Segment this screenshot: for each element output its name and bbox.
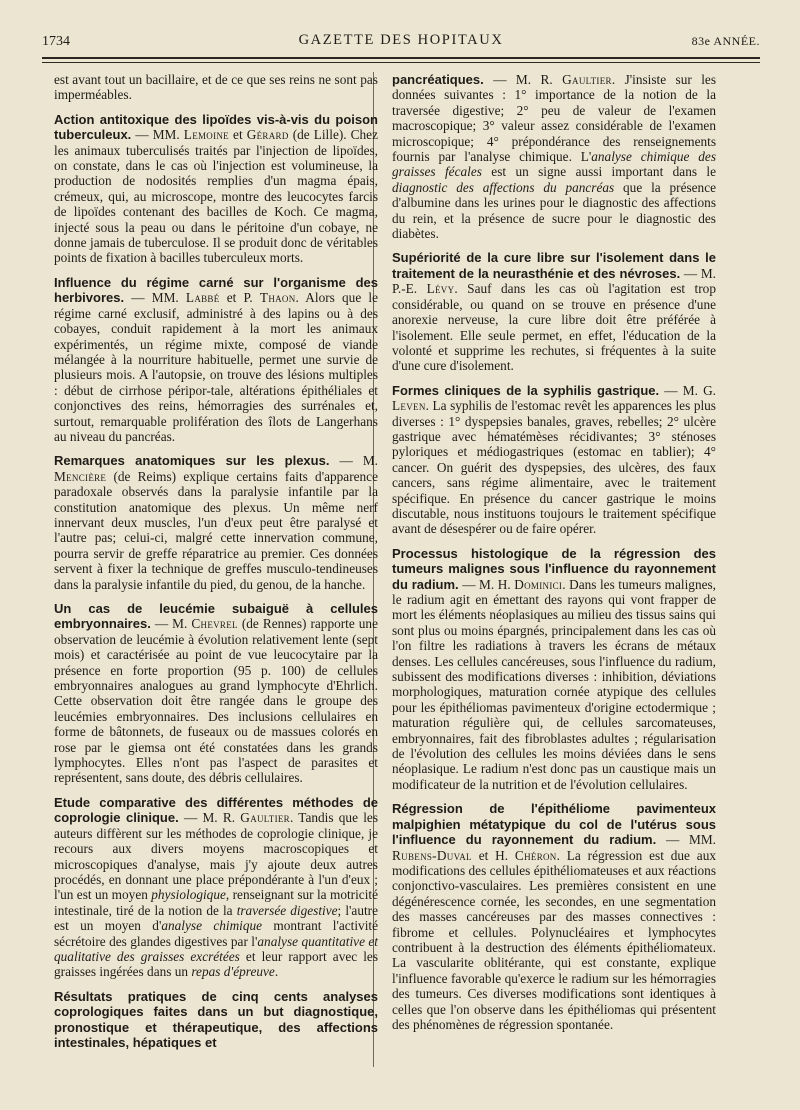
article-epitheliome: Régression de l'épithéliome pavimenteux malpighien métatypique du col de l'utérus sous l'influence du rayonnement du radium. — MM. Rubens-Duval et H. Chéron. La régression est due aux modifications des cellules épithéliomateuses et aux réactions conjonctivo-vasculaires. Les premières consistent en une dégénérescence cornée, les secondes, en une segmentation des masses cancéreuses par des masses connectives : fibrome et cellules. Polynucléaires et lymphocytes contribuent à la destruction des éléments épithéliomateux. La vascularite oblitérante, qui est constante, explique l'influence favorable qu'exerce le radium sur les hémorragies des tumeurs. Ces diverses modifications sont identiques à celles que l'on observe dans les épithéliomas qui présentent des phénomènes de régression spontanée.	[392, 801, 716, 1032]
article-cure-libre: Supériorité de la cure libre sur l'isolement dans le traitement de la neurasthénie et des névroses. — M. P.-E. Lévy. Sauf dans les cas où l'agitation est trop considérable, ou quand on se trouve en présence d'une anorexie nerveuse, la cure libre doit être préférée à l'isolement. Elle seule permet, en effet, l'éducation de la volonté et supprime les rechutes, si fréquentes à la suite d'une cure d'isolement.	[392, 250, 717, 374]
author-name: Gaultier	[562, 72, 612, 87]
author-name: Mencière	[54, 468, 107, 484]
article-body: . La syphilis de l'estomac revêt les apparences les plus diverses : 1° dyspepsies banales, graves, rebelles; 2° ulcère gastrique avec hématémèses récidivantes; 3° sténoses pyloriques et médiogastriques (estomac en tablier); 4° cancer. On guérit des dyspepsies, des ulcères, des faux cancers, sans régime alimentaire, avec le traitement spécifique. En présence du cancer gastrique le moins discutable, nous instituons toujours le traitement spécifique avant de désespérer ou de faire opérer.	[392, 398, 716, 537]
journal-title: GAZETTE DES HOPITAUX	[298, 32, 504, 48]
article-title-cont: pancréatiques.	[392, 72, 484, 87]
article-body: . La régression est due aux modifications des cellules épithéliomateuses et aux réactions conjonctivo-vasculaires. Les premières consistent en une dégénérescence cornée, les secondes, en une segmentation des masses cancéreuses par des masses connectives : fibrome et cellules. Polynucléaires et lymphocytes contribuent à la destruction des éléments épithéliomateux. La vascularite oblitérante, qui est constante, explique l'influence favorable qu'exerce le radium sur les hémorragies des tumeurs. Ces diverses modifications sont identiques à celles que l'on observe dans les épithéliomas qui présentent des phénomènes de régression spontanée.	[392, 847, 716, 1032]
volume-year: 83e ANNÉE.	[691, 34, 760, 48]
author-name: Chéron	[514, 847, 557, 863]
article-body: (de Rennes) rapporte une observation de leucémie à évolution relativement lente (sept mois) et caractérisée au point de vue leucocytaire par la présence en forte proportion (95 p. 100) de cellules embryonnaires analogues au grand lymphocyte d'Ehrlich. Cette observation doit être rangée dans le groupe des leucémies embryonnaires. Des inclusions cellulaires en forme de bâtonnets, de fuseaux ou de massues colorés en rose par le giemsa ont été constatées dans les grands lymphocytes. Elles n'ont pas l'aspect de parasites et représentent, sans doute, des débris cellulaires.	[54, 616, 378, 786]
article-syphilis: Formes cliniques de la syphilis gastrique. — M. G. Leven. La syphilis de l'estomac revêt les apparences les plus diverses : 1° dyspepsies banales, graves, rebelles; 2° ulcère gastrique avec hématémèses récidivantes; 3° sténoses pyloriques et médiogastriques (estomac en tablier); 4° cancer. On guérit des dyspepsies, des ulcères, des faux cancers, sans régime alimentaire, avec le traitement spécifique. En présence du cancer gastrique le moins discutable, nous instituons toujours le traitement spécifique avant de désespérer ou de faire opérer.	[392, 382, 716, 537]
author-name: Gérard	[246, 127, 289, 143]
article-leucemie: Un cas de leucémie subaiguë à cellules embryonnaires. — M. Chevrel (de Rennes) rapporte une observation de leucémie à évolution relativement lente (sept mois) et caractérisée au point de vue leucocytaire par la présence en forte proportion (95 p. 100) de cellules embryonnaires analogues au grand lymphocyte d'Ehrlich. Cette observation doit être rangée dans le groupe des leucémies embryonnaires. Des inclusions cellulaires en forme de bâtonnets, de fuseaux ou de massues colorés en rose par le giemsa ont été constatées dans les grands lymphocytes. Elles n'ont pas l'aspect de parasites et représentent, sans doute, des débris cellulaires.	[54, 601, 378, 786]
article-coprologie: Etude comparative des différentes méthodes de coprologie clinique. — M. R. Gaultier. Tandis que les auteurs diffèrent sur les méthodes de coprologie clinique, je recours aux divers moyens macroscopiques et microscopiques d'analyse, mais j'y ajoute deux autres procédés, en donnant une place prépondérante à l'un d'eux ; l'un est un moyen physiologique, renseignant sur la motricité intestinale, tiré de la notion de la traversée digestive; l'autre est un moyen d'analyse chimique montrant l'activité sécrétoire des glandes digestives par l'analyse quantitative et qualitative des graisses excrétées et leur rapport avec les graisses ingérées dans un repas d'épreuve.	[54, 794, 379, 980]
author-name: Dominici	[514, 576, 563, 592]
article-radium-tumeurs: Processus histologique de la régression des tumeurs malignes sous l'influence du rayonnement du radium. — M. H. Dominici. Dans les tumeurs malignes, le radium agit en émettant des rayons qui vont frapper de mort les éléments néoplasiques au milieu des tissus sains qui sont plus ou moins épargnés, principalement dans les cas où l'on filtre les radiations à travers les écrans de métaux denses. Les cellules cancéreuses, sous l'influence du radium, subissent des modifications diverses : inhibition, déviations morphologiques, maturation cornée atypique des cellules pour les épithéliomas pavimenteux d'origine ectodermique ; maturation régulière qui, de cellules sarcomateuses, embryonnaires, fait des fibroblastes adultes ; régularisation de l'évolution des cellules les moins déviées dans le sens néoplasique. Le radium n'est donc pas un caustique mais un modificateur de la nutrition et de l'évolution cellulaires.	[392, 545, 717, 792]
article-title: Etude comparative des différentes méthodes de coprologie clinique.	[54, 794, 378, 826]
author-name: Leven	[392, 398, 426, 414]
author-name: Lévy	[426, 281, 455, 297]
article-title: Résultats pratiques de cinq cents analyses coprologiques faites dans un but diagnostique, pronostique et thérapeutique, des affections intestinales, hépatiques et	[54, 988, 378, 1050]
article-title: Un cas de leucémie subaiguë à cellules embryonnaires.	[54, 601, 378, 632]
article-lipoides: Action antitoxique des lipoïdes vis-à-vis du poison tuberculeux. — MM. Lemoine et Gérard (de Lille). Chez les animaux tuberculisés traités par l'injection de lipoïdes, on constate, dans le cas où l'injection est volumineuse, la production de nodosités remplies d'un magma épais, crémeux, qui, au microscope, montre des leucocytes farcis de lipoïdes contenant des bacilles de Koch. Ce magma, injecté sous la peau ou dans le péritoine d'un cobaye, ne donne jamais de tuberculose. Il se produit donc de véritables points de fixation à bacilles tuberculeux morts.	[54, 111, 378, 266]
article-title: Action antitoxique des lipoïdes vis-à-vis du poison tuberculeux.	[54, 111, 378, 143]
author-name: Labbé	[185, 290, 220, 306]
article-title: Influence du régime carné sur l'organisme des herbivores.	[54, 274, 378, 306]
header-rule-thick	[42, 57, 760, 59]
page-number: 1734	[42, 34, 70, 49]
author-name: Rubens-Duval	[392, 847, 472, 863]
article-analyses-title	[54, 989, 378, 1051]
article-regime-carne: Influence du régime carné sur l'organisme des herbivores. — MM. Labbé et P. Thaon. Alors que le régime carné exclusif, administré à des lapins ou à des cobayes, conduit rapidement à la mort les animaux expérimentés, un régime mixte, composé de viande mélangée à la nourriture habituelle, permet une survie de plusieurs mois. A l'autopsie, on trouve des lésions multiples : début de cirrhose péripor-tale, altérations épithéliales et conjonctives des reins, hémorragies des surrénales et, surtout, remarquable prolifération des îlots de Langerhans au niveau du pancréas.	[54, 274, 378, 444]
article-body: . Sauf dans les cas où l'agitation est trop considérable, ou quand on se trouve en présence d'une anorexie nerveuse, la cure libre doit être préférée à l'isolement. Elle seule permet, en effet, l'éducation de la volonté et supprime les rechutes, si fréquentes à la suite d'une cure d'isolement.	[392, 281, 716, 374]
article-title: Processus histologique de la régression des tumeurs malignes sous l'influence du rayonnement du radium.	[392, 545, 716, 592]
article-title: Formes cliniques de la syphilis gastrique.	[392, 382, 660, 398]
article-body: . Alors que le régime carné exclusif, administré à des lapins ou à des cobayes, conduit rapidement à la mort les animaux expérimentés, un régime mixte, composé de viande mélangée à la nourriture habituelle, permet une survie de plusieurs mois. A l'autopsie, on trouve des lésions multiples : début de cirrhose péripor-tale, altérations épithéliales et conjonctives des reins, hémorragies des surrénales et, surtout, remarquable prolifération des îlots de Langerhans au niveau du pancréas.	[54, 290, 378, 444]
left-column	[54, 72, 378, 1059]
article-body: (de Lille). Chez les animaux tuberculisés traités par l'injection de lipoïdes, on constate, dans le cas où l'injection est volumineuse, la production de nodosités remplies d'un magma épais, crémeux, qui, au microscope, montre des leucocytes farcis de lipoïdes contenant des bacilles de Koch. Ce magma, injecté sous la peau ou dans le péritoine d'un cobaye, ne donne jamais de tuberculose. Il se produit donc de véritables points de fixation à bacilles tuberculeux morts.	[54, 127, 378, 266]
article-title: Supériorité de la cure libre sur l'isolement dans le traitement de la neurasthénie et des névroses.	[392, 250, 716, 281]
author-name: Lemoine	[183, 127, 229, 143]
article-plexus: Remarques anatomiques sur les plexus. — M. Mencière (de Reims) explique certains faits d'apparence paradoxale observés dans la paralysie infantile par la constitution anatomique des plexus. Un même nerf innervant deux muscles, l'un d'eux peut être paralysé et l'autre pas; celui-ci, malgré cette innervation commune, pourra servir de greffe réparatrice au premier. Ces données servent à fixer la technique de greffes musculo-tendineuses dans la paralysie infantile du pied, du genou, de la hanche.	[54, 453, 378, 592]
author-name: Chevrel	[191, 616, 238, 632]
article-title: Régression de l'épithéliome pavimenteux malpighien métatypique du col de l'utérus sous l'influence du rayonnement du radium.	[392, 801, 716, 848]
article-title: Remarques anatomiques sur les plexus.	[54, 453, 330, 469]
header-rule-thin	[42, 62, 760, 63]
article-analyses-cont: pancréatiques. — M. R. Gaultier. J'insiste sur les données suivantes : 1° importance de la notion de la traversée digestive; 2° peu de valeur de l'examen macroscopique; 3° valeur assez considérable de l'examen microscopique; 4° prépondérance des renseignements fournis par l'analyse chimique. L'analyse chimique des graisses fécales est un signe aussi important dans le diagnostic des affections du pancréas que la présence d'albumine dans les urines pour le diagnostic des affections du rein, et la présence de sucre pour le diagnostic des diabètes.	[392, 72, 717, 242]
article-body: (de Reims) explique certains faits d'apparence paradoxale observés dans la paralysie infantile par la constitution anatomique des plexus. Un même nerf innervant deux muscles, l'un d'eux peut être paralysé et l'autre pas; celui-ci, malgré cette innervation commune, pourra servir de greffe réparatrice au premier. Ces données servent à fixer la technique de greffes musculo-tendineuses dans la paralysie infantile du pied, du genou, de la hanche.	[54, 468, 378, 592]
author-name: Gaultier	[240, 810, 290, 826]
article-body: . Dans les tumeurs malignes, le radium agit en émettant des rayons qui vont frapper de mort les éléments néoplasiques au milieu des tissus sains qui sont plus ou moins épargnés, principalement dans les cas où l'on filtre les radiations à travers les écrans de métaux denses. Les cellules cancéreuses, sous l'influence du radium, subissent des modifications diverses : inhibition, déviations morphologiques, maturation cornée atypique des cellules pour les épithéliomas pavimenteux d'origine ectodermique ; maturation régulière qui, de cellules sarcomateuses, embryonnaires, fait des fibroblastes adultes ; régularisation de l'évolution des cellules les moins déviées dans le sens néoplasique. Le radium n'est donc pas un caustique mais un modificateur de la nutrition et de l'évolution cellulaires.	[392, 576, 717, 792]
author-name: Thaon	[259, 290, 296, 306]
continued-paragraph: est avant tout un bacillaire, et de ce que ses reins ne sont pas imperméables.	[54, 72, 378, 103]
page-header	[42, 30, 760, 54]
right-column	[392, 72, 716, 1041]
